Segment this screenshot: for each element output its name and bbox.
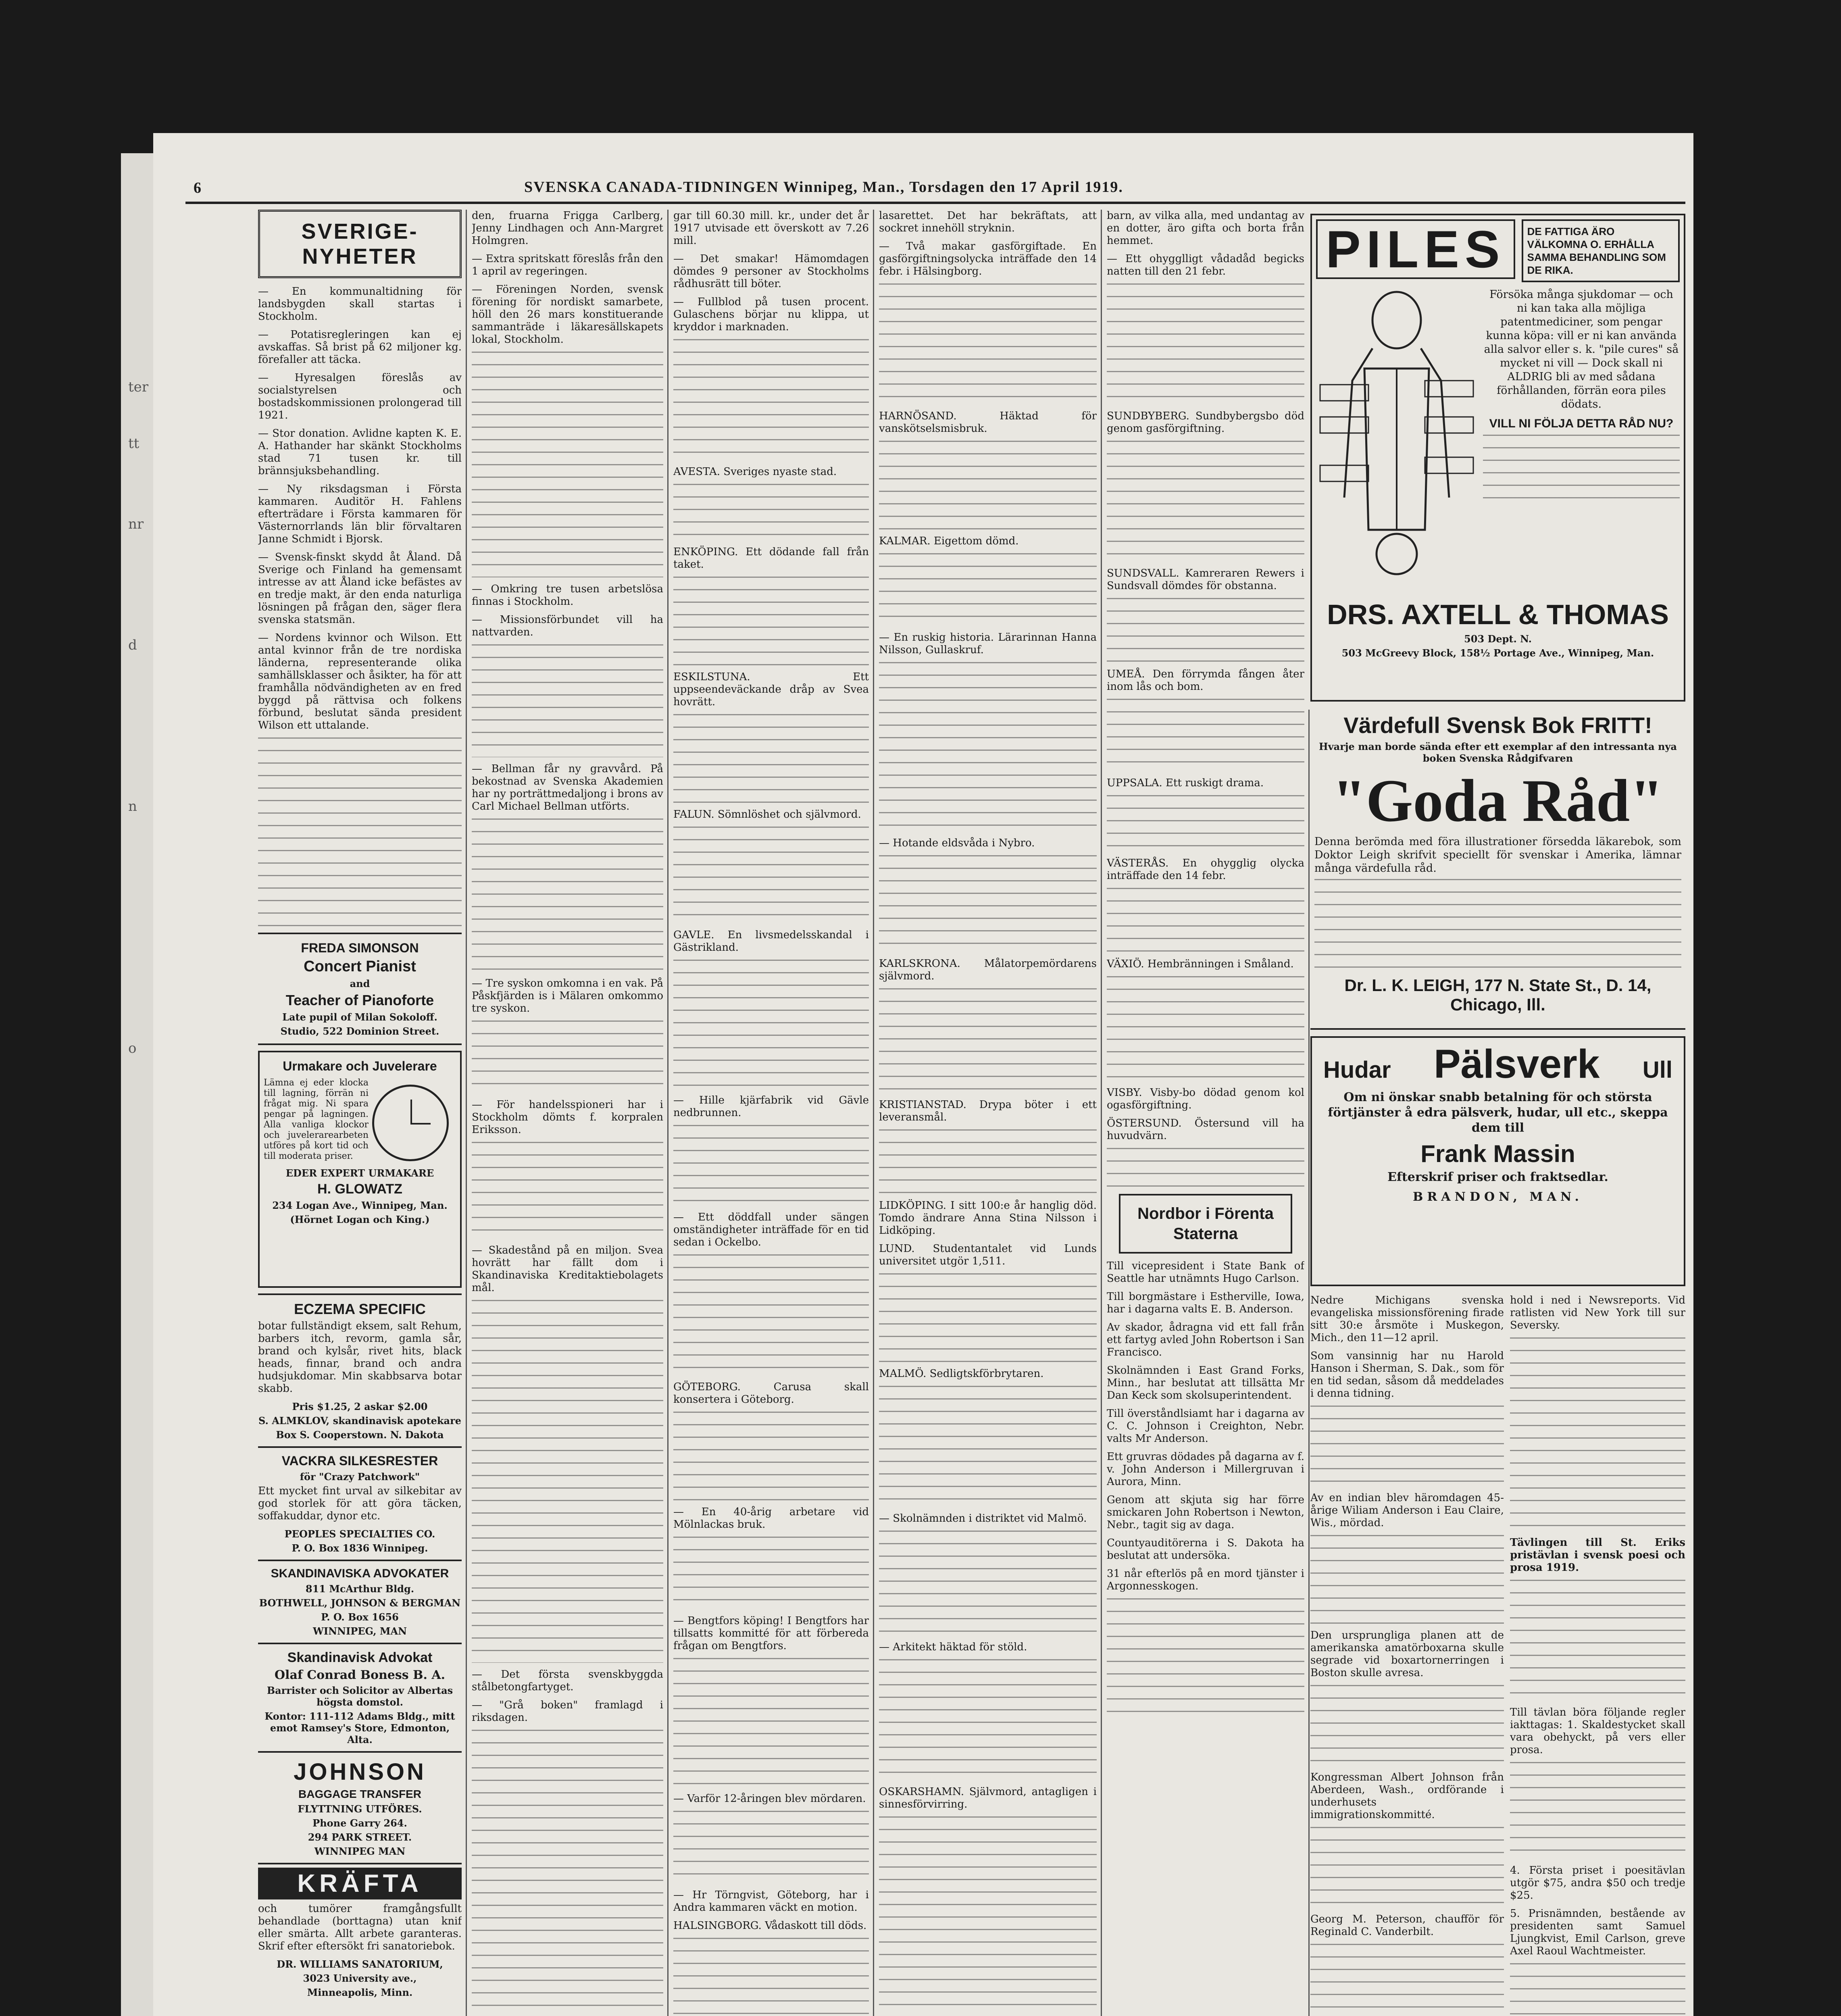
article-text-continued (1310, 1827, 1504, 1908)
article-text-continued (258, 737, 462, 927)
ad-line: 294 PARK STREET. (308, 1831, 412, 1843)
ad-line: S. ALMKLOV, skandinavisk apotekare (258, 1415, 461, 1427)
ad-line: 811 McArthur Bldg. (305, 1583, 414, 1595)
article-paragraph: — Ett döddfall under sängen omständigheter inträffade för en tid sedan i Ockelbo. (673, 1211, 869, 1248)
article-paragraph: — Missionsförbundet vill ha nattvarden. (472, 614, 663, 638)
ad-text: Ett mycket fint urval av silkebitar av god storlek för att göra täcken, soffakuddar, dynor etc. (258, 1485, 462, 1522)
ad-text: Lämna ej eder klocka till lagning, förrän ni frågat mig. Ni spara pengar på lagningen. Alla vanliga klockor och juvelerarearbeten utföres på kort tid och till moderata priser. (264, 1078, 369, 1161)
column-1 (258, 210, 462, 2016)
article-paragraph: KRISTIANSTAD. Drypa böter i ett leveransmål. (879, 1099, 1097, 1123)
article-paragraph: — En kommunaltidning för landsbygden skall startas i Stockholm. (258, 285, 462, 323)
ad-line: WINNIPEG MAN (314, 1845, 406, 1857)
ad-line: BAGGAGE TRANSFER (298, 1788, 421, 1800)
article-paragraph: — Varför 12-åringen blev mördaren. (673, 1793, 866, 1805)
ad-line: Teacher of Pianoforte (285, 992, 434, 1008)
section-masthead: SVERIGE-NYHETER (301, 219, 419, 269)
article-text-continued (1107, 699, 1304, 771)
article-paragraph: Skolnämnden i East Grand Forks, Minn., har beslutat att tillsätta Mr Dan Keck som skolsuperintendent. (1107, 1364, 1304, 1402)
article-paragraph: — För handelsspioneri har i Stockholm dömts f. korpralen Eriksson. (472, 1099, 663, 1136)
article-paragraph: VISBY. Visby-bo dödad genom kol ogasförgiftning. (1107, 1087, 1304, 1111)
newspaper-title-line: SVENSKA CANADA-TIDNINGEN Winnipeg, Man., Torsdagen den 17 April 1919. (524, 179, 1123, 196)
article-paragraph: — Nordens kvinnor och Wilson. Ett antal kvinnor från de tre nordiska länderna, representerande olika samhällsklasser och åsikter, ha för att framhålla nödvändigheten av en fred byggd på rättvisa och folkens förbund, beslutat sända president Wilson ett uttalande. (258, 632, 462, 731)
article-paragraph: — Bellman får ny gravvård. På bekostnad av Svenska Akademien har ny porträttmedaljong i brons av Carl Michael Bellman utförts. (472, 763, 663, 812)
ad-line: P. O. Box 1836 Winnipeg. (292, 1542, 428, 1554)
article-paragraph: HALSINGBORG. Vådaskott till döds. (673, 1920, 867, 1932)
article-paragraph: MALMÖ. Sedligtskförbrytaren. (879, 1368, 1044, 1380)
article-paragraph: Georg M. Peterson, chaufför för Reginald C. Vanderbilt. (1310, 1913, 1504, 1938)
article-paragraph: — Hotande eldsvåda i Nybro. (879, 837, 1035, 849)
article-text-continued (879, 553, 1097, 626)
article-text-continued (673, 1254, 869, 1375)
article-paragraph: Av skador, ådragna vid ett fall från ett fartyg avled John Robertson i San Francisco. (1107, 1321, 1304, 1358)
article-paragraph: KARLSKRONA. Målatorpemördarens självmord. (879, 958, 1097, 982)
ad-line: Box S. Cooperstown. N. Dakota (276, 1429, 444, 1441)
article-text-continued (673, 1125, 869, 1206)
ad-line: 503 McGreevy Block, 158½ Portage Ave., Winnipeg, Man. (1341, 647, 1654, 659)
article-paragraph: — Det första svenskbyggda stålbetongfartyget. (472, 1668, 663, 1693)
column-5 (1107, 210, 1304, 2016)
article-text-continued (879, 441, 1097, 529)
ad-line: BRANDON, MAN. (1413, 1190, 1583, 1204)
article-paragraph: 4. Första priset i poesitävlan utgör $75, andra $50 och tredje $25. (1510, 1864, 1685, 1901)
column-rule (1308, 710, 1310, 2016)
column-rule (466, 210, 467, 2016)
ad-pelts (1310, 1036, 1685, 1286)
article-text-continued (1310, 1406, 1504, 1486)
page-header (185, 173, 1685, 204)
ad-goda-rad (1310, 710, 1685, 1030)
ad-word: Hudar (1323, 1057, 1391, 1083)
article-paragraph: 5. Prisnämnden, bestående av presidenten samt Samuel Ljungkvist, Emil Carlson, greve Axel Raoul Wachtmeister. (1510, 1908, 1685, 1957)
article-paragraph: Till tävlan böra följande regler iakttagas: 1. Skaldestycket skall vara obehyckt, på vers eller prosa. (1510, 1706, 1685, 1756)
ad-title: Värdefull Svensk Bok FRITT! (1343, 712, 1652, 738)
column-rule (1101, 210, 1102, 2016)
article-paragraph: — Bengtfors köping! I Bengtfors har tillsatts kommitté för att förbereda frågan om Bengtfors. (673, 1615, 869, 1652)
column-2 (472, 210, 663, 2016)
article-text-continued (673, 484, 869, 540)
ad-pelts-header (1315, 1041, 1681, 1087)
article-text-continued (1107, 888, 1304, 952)
article-text-continued (673, 1811, 869, 1883)
article-text-continued (472, 1020, 663, 1093)
article-paragraph: LUND. Studentantalet vid Lunds universitet utgör 1,511. (879, 1243, 1097, 1267)
ad-line: Minneapolis, Minn. (307, 1987, 413, 1998)
article-text-continued (1310, 1944, 1504, 2016)
ad-text: och tumörer framgångsfullt behandlade (borttagna) utan knif eller smärta. Allt arbete garanteras. Skrif efter eftersökt fri sanatoriebok. (258, 1903, 462, 1952)
ad-line: WINNIPEG, MAN (312, 1625, 407, 1637)
ad-name: Olaf Conrad Boness B. A. (274, 1668, 446, 1682)
ad-text: Försöka många sjukdomar — och ni kan taka alla möjliga patentmediciner, som pengar kunna köpa: vill er ni kan använda alla salvor eller s. k. "pile cures" så mycket ni vill — Dock skall ni ALDRIG bli av med sådana förhållanden, förrän eora piles dödats. (1484, 288, 1679, 410)
article-paragraph: — En 40-årig arbetare vid Mölnlackas bruk. (673, 1506, 869, 1531)
nordbor-heading-box (1119, 1194, 1292, 1254)
article-paragraph: den, fruarna Frigga Carlberg, Jenny Lindhagen och Ann-Margret Holmgren. (472, 210, 663, 247)
article-paragraph: HARNÖSAND. Häktad för vanskötselsmisbruk. (879, 410, 1097, 435)
ad-line: Phone Garry 264. (312, 1817, 407, 1829)
article-text-continued (879, 855, 1097, 952)
section-heading: Nordbor i Förenta Staterna (1137, 1205, 1274, 1243)
article-paragraph: — Skadestånd på en miljon. Svea hovrätt har fällt dom i Skandinaviska Kreditaktiebolagets mål. (472, 1244, 663, 1294)
article-text-continued (673, 714, 869, 803)
ad-krafta (258, 1863, 462, 2004)
column-rule (873, 210, 874, 2016)
article-paragraph: — Hyresalgen föreslås av socialstyrelsen och bostadskommissionen prolongerad till 1921. (258, 372, 462, 421)
pocket-watch-icon (372, 1085, 449, 1161)
ad-line: (Hörnet Logan och King.) (290, 1214, 430, 1225)
ad-line: 3023 University ave., (303, 1972, 417, 1984)
ad-line: and (350, 978, 370, 989)
ad-line: Studio, 522 Dominion Street. (280, 1025, 439, 1037)
article-text-continued (1107, 283, 1304, 404)
article-text-continued (1107, 1598, 1304, 1719)
article-text-continued (673, 1658, 869, 1787)
article-paragraph: FALUN. Sömnlöshet och självmord. (673, 808, 861, 821)
ad-title: KRÄFTA (258, 1868, 462, 1899)
article-text-continued (879, 662, 1097, 831)
article-paragraph: Countyauditörerna i S. Dakota ha beslutat att undersöka. (1107, 1537, 1304, 1562)
article-paragraph: Som vansinnig har nu Harold Hanson i Sherman, S. Dak., som för en tid sedan, såsom då meddelades i denna tidning. (1310, 1350, 1504, 1400)
article-text-continued (472, 644, 663, 757)
ad-line: 234 Logan Ave., Winnipeg, Man. (272, 1200, 448, 1211)
ad-text: Denna berömda med föra illustrationer försedda läkarebok, som Doktor Leigh skrifvit speciellt för svenskar i Amerika, lämnar många värdefulla råd. (1314, 835, 1681, 875)
article-paragraph: Tävlingen till St. Eriks pristävlan i svensk poesi och prosa 1919. (1510, 1537, 1685, 1574)
article-paragraph: — Ny riksdagsman i Första kammaren. Auditör H. Fahlens efterträdare i Första kammaren för Västernorrlands län blir förvaltaren Janne Schmidt i Bjorsk. (258, 483, 462, 545)
ad-eczema (258, 1293, 462, 1446)
ad-line: Efterskrif priser och fraktsedlar. (1387, 1170, 1608, 1184)
article-paragraph: GAVLE. En livsmedelsskandal i Gästrikland. (673, 929, 869, 954)
ad-title: Skandinavisk Advokat (287, 1650, 433, 1665)
article-paragraph: — Omkring tre tusen arbetslösa finnas i Stockholm. (472, 583, 663, 608)
article-paragraph: Till vicepresident i State Bank of Seattle har utnämnts Hugo Carlson. (1107, 1260, 1304, 1285)
article-paragraph: — Det smakar! Hämomdagen dömdes 9 personer av Stockholms rådhusrätt till böter. (673, 253, 869, 290)
article-paragraph: Den ursprungliga planen att de amerikanska amatörboxarna skulle segrade vid boxartornerringen i Boston skulle avresa. (1310, 1629, 1504, 1679)
body-figure-icon (1316, 288, 1477, 594)
article-text-continued (673, 960, 869, 1089)
ad-title: ECZEMA SPECIFIC (294, 1301, 426, 1317)
article-text-continued (1107, 441, 1304, 562)
article-paragraph: 31 når efterlös på en mord tjänster i Argonnesskogen. (1107, 1568, 1304, 1592)
ad-name: H. GLOWATZ (317, 1181, 402, 1197)
column-4 (879, 210, 1097, 2016)
article-paragraph: Nedre Michigans svenska evangeliska missionsförening firade sitt 30:e årsmöte i Muskegon, Mich., den 11—12 april. (1310, 1294, 1504, 1344)
adjacent-page-edge: ter tt nr d n o (121, 153, 177, 2016)
ad-lawyers (258, 1560, 462, 1643)
ad-title: Pälsverk (1433, 1041, 1600, 1087)
article-text-continued (472, 1730, 663, 2012)
ad-line: 503 Dept. N. (1464, 633, 1532, 645)
ad-name: Frank Massin (1420, 1140, 1575, 1167)
article-paragraph: OSKARSHAMN. Självmord, antagligen i sinnesförvirring. (879, 1786, 1097, 1810)
article-text-continued (1510, 1337, 1685, 1531)
piles-body (1316, 288, 1680, 594)
article-paragraph: Av en indian blev häromdagen 45-årige Wiliam Anderson i Eau Claire, Wis., mördad. (1310, 1492, 1504, 1529)
article-text-continued (472, 1300, 663, 1663)
article-text-continued (472, 818, 663, 972)
article-paragraph: Till överståndlsiamt har i dagarna av C. C. Johnson i Creighton, Nebr. valts Mr Anderson. (1107, 1408, 1304, 1445)
ad-johnson (258, 1751, 462, 1863)
ad-line: BOTHWELL, JOHNSON & BERGMAN (259, 1597, 461, 1609)
article-paragraph: — Arkitekt häktad för stöld. (879, 1641, 1027, 1653)
article-text-continued (1107, 598, 1304, 662)
ad-text-continued (1483, 435, 1680, 503)
ad-title: JOHNSON (294, 1759, 426, 1785)
column-3 (673, 210, 869, 2016)
article-text-continued (1510, 1580, 1685, 1701)
ad-tag: DE FATTIGA ÄRO VÄLKOMNA O. ERHÅLLA SAMMA BEHANDLING SOM DE RIKA. (1522, 219, 1680, 282)
article-paragraph: ENKÖPING. Ett dödande fall från taket. (673, 546, 869, 571)
article-paragraph: UMEÅ. Den förrymda fången åter inom lås och bom. (1107, 668, 1304, 693)
section-masthead-box (258, 210, 462, 278)
ad-text: Om ni önskar snabb betalning för och största förtjänster å edra pälsverk, hudar, ull etc., skeppa dem till (1328, 1090, 1668, 1135)
ad-line: Pris $1.25, 2 askar $2.00 (292, 1401, 428, 1412)
article-paragraph: — Hille kjärfabrik vid Gävle nedbrunnen. (673, 1094, 869, 1119)
article-text-continued (1510, 1762, 1685, 1859)
ad-line: VILL NI FÖLJA DETTA RÅD NU? (1489, 417, 1674, 430)
ad-line: Hvarje man borde sända efter ett exemplar af den intressanta nya boken Svenska Rådgifvaren (1319, 741, 1677, 764)
anatomy-diagram (1316, 288, 1477, 594)
article-paragraph: — Stor donation. Avlidne kapten K. E. A. Hathander har skänkt Stockholms stad 71 tusen kr. till brännsjuksbehandling. (258, 427, 462, 477)
article-paragraph: AVESTA. Sveriges nyaste stad. (673, 466, 837, 478)
article-paragraph: — Två makar gasförgiftade. En gasförgiftningsolycka inträffade den 14 febr. i Hälsingborg. (879, 240, 1097, 277)
article-paragraph: lasarettet. Det har bekräftats, att sockret innehöll stryknin. (879, 210, 1097, 234)
article-paragraph: — Fullblod på tusen procent. Gulaschens börjar nu klippa, ut kryddor i marknaden. (673, 296, 869, 333)
ad-line: DR. WILLIAMS SANATORIUM, (277, 1958, 443, 1970)
article-paragraph: ESKILSTUNA. Ett uppseendeväckande dråp av Svea hovrätt. (673, 671, 869, 708)
article-text-continued (879, 988, 1097, 1093)
article-text-continued (879, 1659, 1097, 1780)
article-paragraph: SUNDSVALL. Kamreraren Rewers i Sundsvall dömdes för obstanna. (1107, 567, 1304, 592)
article-text-continued (879, 1531, 1097, 1635)
article-paragraph: VÄXIÖ. Hembränningen i Småland. (1107, 958, 1294, 970)
article-paragraph: KALMAR. Eigettom dömd. (879, 535, 1019, 547)
ad-word: Ull (1642, 1057, 1672, 1083)
article-paragraph: VÄSTERÅS. En ohygglig olycka inträffade den 14 febr. (1107, 857, 1304, 882)
article-text-continued (879, 1273, 1097, 1362)
article-paragraph: UPPSALA. Ett ruskigt drama. (1107, 777, 1264, 789)
article-text-continued (673, 1938, 869, 2016)
piles-header (1316, 219, 1680, 282)
piles-copy (1477, 288, 1680, 594)
ad-silk (258, 1446, 462, 1560)
article-paragraph: ÖSTERSUND. Östersund vill ha huvudvärn. (1107, 1117, 1304, 1142)
ad-line: Barrister och Solicitor av Albertas högsta domstol. (267, 1685, 453, 1708)
article-paragraph: Till borgmästare i Estherville, Iowa, har i dagarna valts E. B. Anderson. (1107, 1291, 1304, 1315)
ad-line: Late pupil of Milan Sokoloff. (282, 1011, 437, 1023)
article-paragraph: — Skolnämnden i distriktet vid Malmö. (879, 1512, 1087, 1524)
article-text-continued (673, 1412, 869, 1500)
ad-line: FLYTTNING UTFÖRES. (298, 1803, 422, 1815)
ad-text-continued (1314, 879, 1681, 972)
article-text-continued (879, 1129, 1097, 1194)
article-paragraph: — En ruskig historia. Lärarinnan Hanna Nilsson, Gullaskruf. (879, 631, 1097, 656)
article-text-continued (673, 827, 869, 923)
article-paragraph: gar till 60.30 mill. kr., under det år 1917 utvisade ett överskott av 7.26 mill. (673, 210, 869, 247)
ad-advokat (258, 1643, 462, 1751)
article-text-continued (1107, 795, 1304, 852)
ad-line: EDER EXPERT URMAKARE (285, 1167, 434, 1179)
article-text-continued (1510, 1963, 1685, 2016)
ad-title: SKANDINAVISKA ADVOKATER (271, 1567, 449, 1580)
ad-title: Urmakare och Juvelerare (283, 1059, 437, 1073)
article-paragraph: GÖTEBORG. Carusa skall konsertera i Göteborg. (673, 1381, 869, 1406)
article-text-continued (673, 577, 869, 665)
article-paragraph: — Tre syskon omkomna i en vak. På Påskfjärden is i Mälaren omkommo tre syskon. (472, 977, 663, 1014)
article-paragraph: Kongressman Albert Johnson från Aberdeen, Wash., ordförande i underhusets immigrationskommitté. (1310, 1771, 1504, 1821)
ad-line: PEOPLES SPECIALTIES CO. (284, 1528, 435, 1540)
column-7 (1510, 1294, 1685, 2016)
ad-line: Concert Pianist (304, 958, 416, 975)
article-paragraph: — Potatisregleringen kan ej avskaffas. Så brist på 62 miljoner kg. förefaller att täcka. (258, 329, 462, 366)
page-number: 6 (194, 179, 202, 196)
article-paragraph: — Svensk-finskt skydd åt Åland. Då Sverige och Finland ha gemensamt intresse av att Åland icke befästes av en tredje makt, är den enda naturliga lösningen på frågan den, säger flera svenska statsmän. (258, 551, 462, 626)
article-paragraph: — Hr Törngvist, Göteborg, har i Andra kammaren väckt en motion. (673, 1889, 869, 1914)
article-text-continued (1310, 1535, 1504, 1624)
ad-line: för "Crazy Patchwork" (300, 1471, 420, 1483)
article-paragraph: barn, av vilka alla, med undantag av en dotter, äro gifta och borta från hemmet. (1107, 210, 1304, 247)
article-text-continued (1107, 1148, 1304, 1188)
ad-watchmaker (258, 1051, 462, 1288)
article-paragraph: Ett gruvras dödades på dagarna av f. v. John Anderson i Millergruvan i Aurora, Minn. (1107, 1451, 1304, 1488)
ad-name: FREDA SIMONSON (301, 941, 419, 955)
ad-title: VACKRA SILKESRESTER (281, 1454, 438, 1468)
article-text-continued (673, 339, 869, 460)
ad-text: botar fullständigt eksem, salt Rehum, barbers itch, revorm, gamla sår, brand och kylsår, rivet hits, black heads, finnar, brand och andra hudsjukdomar. Min skabbsarva botar skabb. (258, 1320, 462, 1395)
article-paragraph: Genom att skjuta sig har förre smickaren John Robertson i Newton, Nebr., tagit sig av daga. (1107, 1494, 1304, 1531)
ad-address: Dr. L. K. LEIGH, 177 N. State St., D. 14, Chicago, Ill. (1344, 976, 1651, 1014)
article-paragraph: SUNDBYBERG. Sundbybergsbo död genom gasförgiftning. (1107, 410, 1304, 435)
article-text-continued (472, 352, 663, 577)
article-text-continued (879, 1816, 1097, 2016)
article-text-continued (879, 1386, 1097, 1507)
article-paragraph: LIDKÖPING. I sitt 100:e år hanglig död. Tomdo ändrare Anna Stina Nilsson i Lidköping. (879, 1200, 1097, 1237)
article-paragraph: hold i ned i Newsreports. Vid ratlisten vid New York till sur Seversky. (1510, 1294, 1685, 1331)
article-text-continued (673, 1537, 869, 1609)
column-6 (1310, 1294, 1504, 2016)
article-paragraph: — "Grå boken" framlagd i riksdagen. (472, 1699, 663, 1724)
ad-firm-name: DRS. AXTELL & THOMAS (1327, 599, 1669, 630)
article-text-continued (1310, 1685, 1504, 1766)
ad-freda-simonson (258, 933, 462, 1045)
article-text-continued (879, 283, 1097, 404)
article-paragraph: — Extra spritskatt föreslås från den 1 april av regeringen. (472, 253, 663, 277)
ad-piles (1310, 214, 1685, 702)
article-paragraph: — Föreningen Norden, svensk förening för nordiskt samarbete, höll den 26 mars konstituerande sammanträde i läkaresällskapets lokal, Stockholm. (472, 283, 663, 346)
ad-title: PILES (1316, 219, 1515, 279)
ad-line: Kontor: 111-112 Adams Bldg., mitt emot Ramsey's Store, Edmonton, Alta. (264, 1710, 455, 1745)
article-text-continued (472, 1142, 663, 1239)
article-text-continued (1107, 976, 1304, 1081)
column-rule (667, 210, 669, 2016)
book-title: "Goda Råd" (1332, 767, 1664, 834)
ad-line: P. O. Box 1656 (321, 1611, 399, 1623)
article-paragraph: — Ett ohygglligt vådadåd begicks natten till den 21 febr. (1107, 253, 1304, 277)
